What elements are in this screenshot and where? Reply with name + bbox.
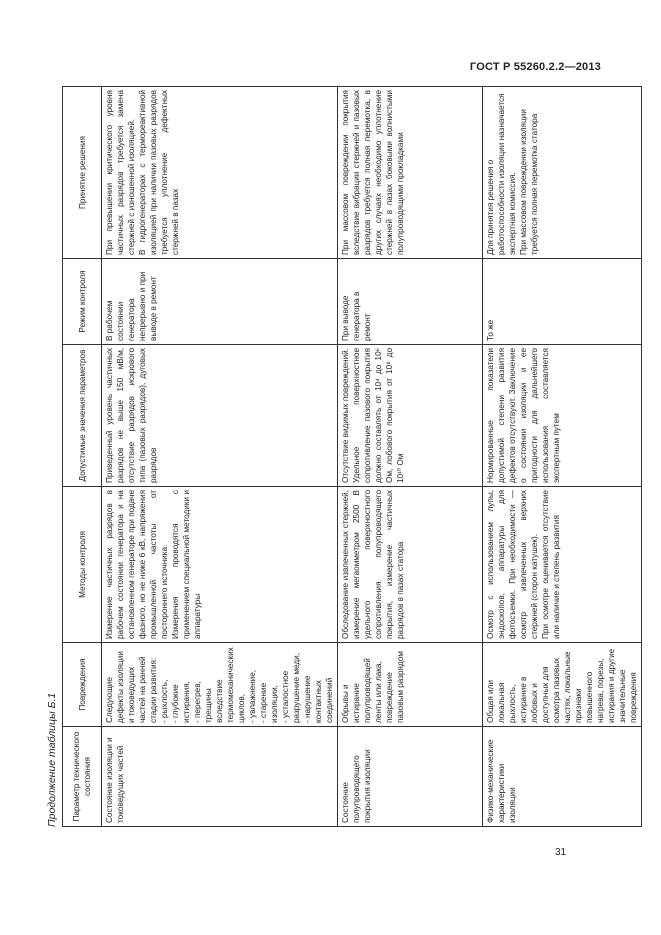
column-header: Допустимые значения параметров bbox=[63, 345, 102, 487]
decision-cell: Для принятия решения о работоспособности изоляции назначается экспертная комиссия. При массовом повреждении изоляции требуется полная перемотка статора bbox=[483, 87, 642, 259]
methods-cell: Осмотр с использованием лупы, эндоскопов, аппаратуры для фотосъемки. При необходимости — осмотр извлеченных верхних стержней (сторон катушек). При осмотре оценивается отсутствие или наличие и степень развития bbox=[483, 487, 642, 643]
param-cell: Состояние полупроводящего покрытия изоляции bbox=[338, 727, 483, 827]
damage-cell: Следующие дефекты изоляции и токоведущих частей на ранней стадии развития: - рыхлость, - глубокие истирания, - перегрев, трещины вследствие термомеханических циклов, - увлажнение, - старение изоляции, - усталостное разрушение меди, - нарушение контактных соединений bbox=[102, 643, 338, 727]
allowed-cell: Нормированные показатели допустимой степени развития дефектов отсутствуют. Заключение о состоянии изоляции и ее пригодности для дальнейшего использования составляется экспертным путем bbox=[483, 345, 642, 487]
mode-cell: При выводе генератора в ремонт bbox=[338, 259, 483, 345]
methods-cell: Обследование извлеченных стержней, измерение мегаомметром 2500 В удельного поверхностного сопротивления полупроводящего покрытия, измерение частичных разрядов в пазах статора bbox=[338, 487, 483, 643]
column-header: Повреждения bbox=[63, 643, 102, 727]
table-caption: Продолжение таблицы Б.1 bbox=[46, 692, 58, 827]
table-row bbox=[338, 87, 483, 827]
decision-cell: При массовом повреждении покрытия вследствие вибрации стержней и пазовых разрядов требуется полная перемотка, в других случаях необходимо уплотнение стержней в пазах боковыми волнистыми полупроводящими прокладками bbox=[338, 87, 483, 259]
document-header: ГОСТ Р 55260.2.2—2013 bbox=[469, 61, 601, 73]
table-header-row bbox=[63, 87, 102, 827]
column-header: Принятие решения bbox=[63, 87, 102, 259]
damage-cell: Обрывы и истирание полупроводящей ленты или лака, повреждение пазовым разрядом bbox=[338, 643, 483, 727]
rotated-content bbox=[46, 87, 638, 827]
allowed-cell: Отсутствие видимых повреждений. Удельное поверхностное сопротивление пазового покрытия должно составлять от 10⁴ до 10⁶ Ом, лобового покрытия от 10⁸ до 10¹⁰ Ом bbox=[338, 345, 483, 487]
param-cell: Физико-механические характеристики изоляции bbox=[483, 727, 642, 827]
methods-cell: Измерение частичных разрядов в рабочем состоянии генератора и на остановленном генераторе при подаче фазного, но не ниже 6 кВ, напряжения промышленной частоты от постороннего источника. Измерения проводятся с применением специальной методики и аппаратуры bbox=[102, 487, 338, 643]
mode-cell: То же bbox=[483, 259, 642, 345]
column-header: Методы контроля bbox=[63, 487, 102, 643]
decision-cell: При превышении критического уровня частичных разрядов требуется замена стержней с изношенной изоляцией. В гидрогенераторах с термореактивной изоляцией при наличии пазовых разрядов требуется уплотнение дефектных стержней в пазах bbox=[102, 87, 338, 259]
param-cell: Состояние изоляции и токоведущих частей bbox=[102, 727, 338, 827]
column-header: Режим контроля bbox=[63, 259, 102, 345]
page-number: 31 bbox=[555, 847, 567, 858]
mode-cell: В рабочем состоянии генератора непрерывно и при выводе в ремонт bbox=[102, 259, 338, 345]
allowed-cell: Приведенный уровень частичных разрядов не выше 150 мВ/м, отсутствие разрядов искрового типа (пазовых разрядов), дуговых разрядов bbox=[102, 345, 338, 487]
table-row bbox=[102, 87, 338, 827]
damage-cell: Общая или локальная рыхлость, истирание в лобовых и доступных для осмотра пазовых частях, локальные признаки повышенного нагрева, порезы, истирания и другие значительные повреждения bbox=[483, 643, 642, 727]
table-row bbox=[483, 87, 642, 827]
table-b1 bbox=[62, 86, 642, 827]
column-header: Параметр технического состояния bbox=[63, 727, 102, 827]
